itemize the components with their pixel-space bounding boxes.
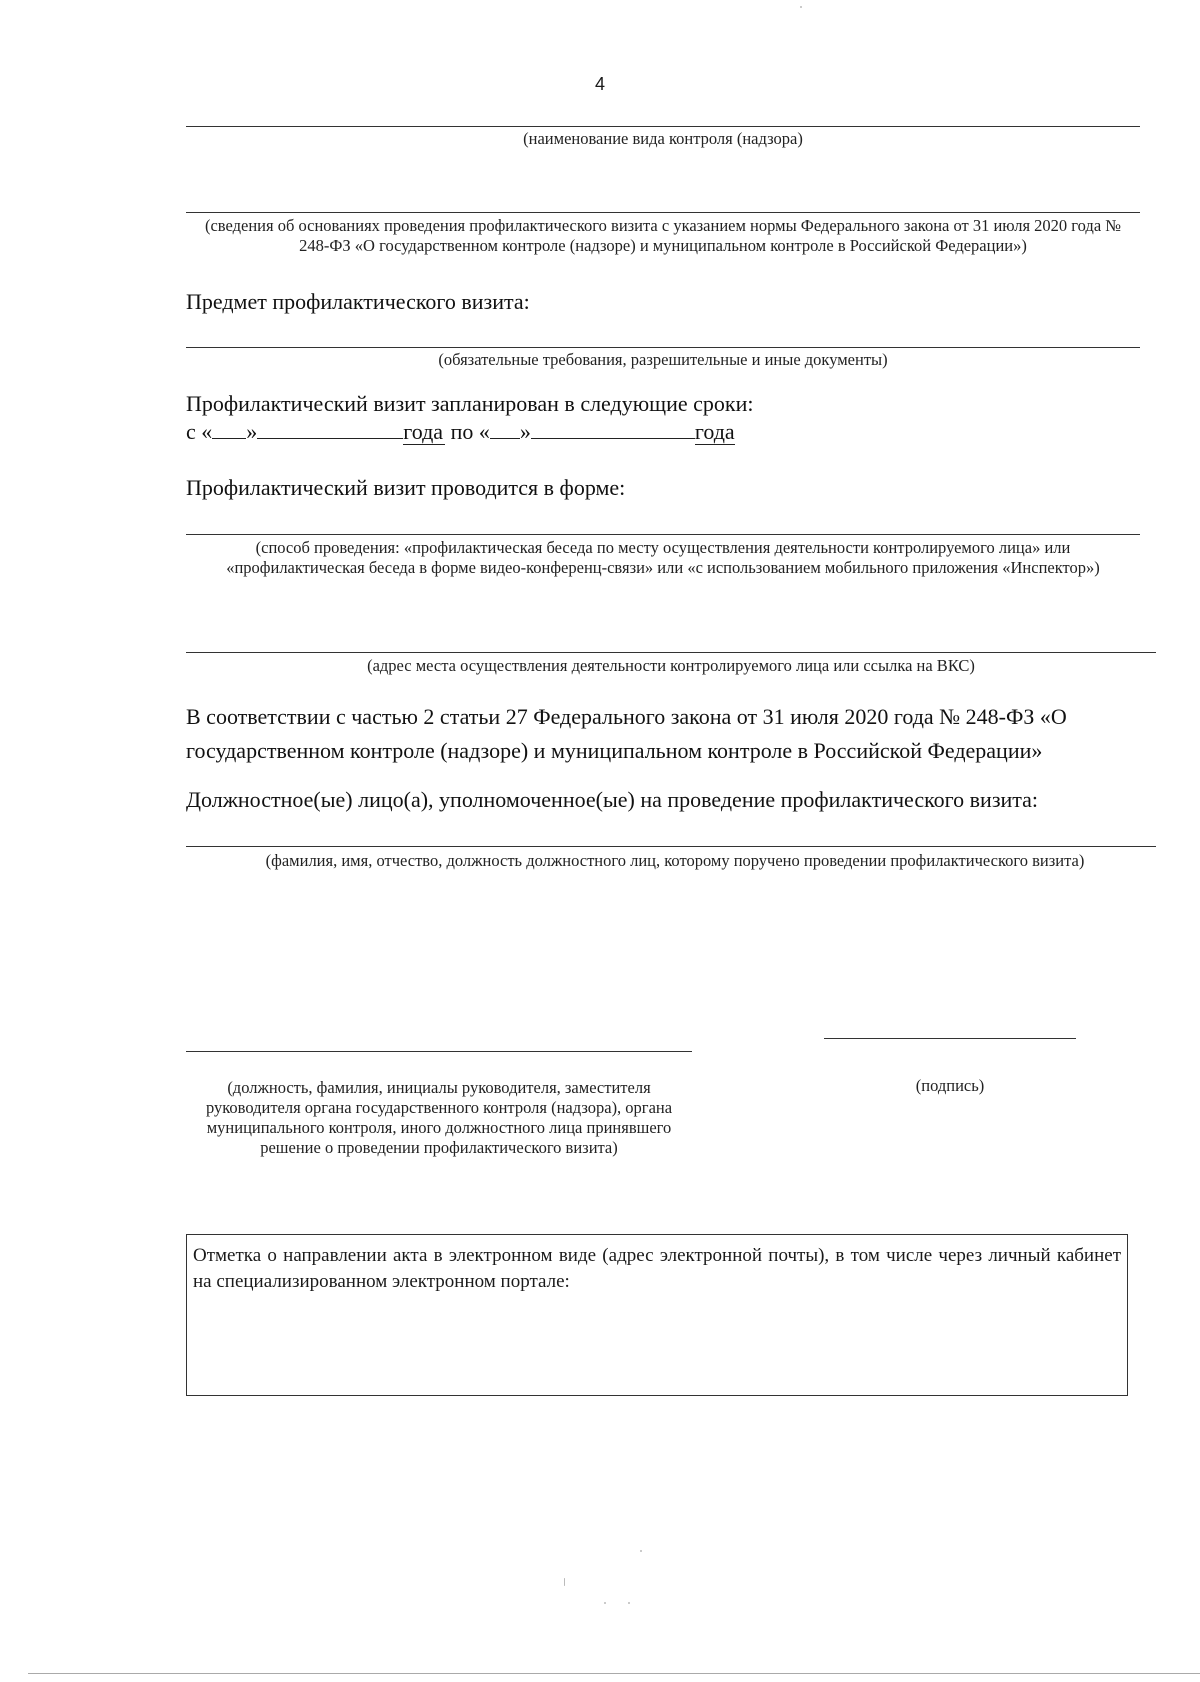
page-number: 4 [594,74,605,94]
schedule-dates [186,418,735,446]
scan-speck [800,6,802,8]
form-caption: (способ проведения: «профилактическая беседа по месту осуществления деятельности контролируемого лица» или «профилактическая беседа в форме видео-конференц-связи» или «с использованием мобильного приложения «Инспектор») [226,538,1100,577]
position-caption: (должность, фамилия, инициалы руководителя, заместителя руководителя органа государственного контроля (надзора), органа муниципального контроля, иного должностного лица принявшего решение о проведении профилактического визита) [205,1078,673,1157]
position-line[interactable] [186,1051,692,1052]
schedule-to-day-field[interactable] [490,438,520,439]
subject-label: Предмет профилактического визита: [186,289,530,314]
scan-edge-line [28,1673,1200,1674]
officials-caption: (фамилия, имя, отчество, должность должностного лиц, которому поручено проведении профилактического визита) [265,851,1085,870]
grounds-caption: (сведения об основаниях проведения профилактического визита с указанием нормы Федерального закона от 31 июля 2020 года № 248-ФЗ «О государственном контроле (надзоре) и муниципальном контроле в Российской Федерации») [204,216,1122,255]
subject-caption: (обязательные требования, разрешительные и иные документы) [438,350,888,369]
schedule-to-month-field[interactable] [531,438,695,439]
address-caption: (адрес места осуществления деятельности контролируемого лица или ссылка на ВКС) [367,656,975,675]
control-type-caption: (наименование вида контроля (надзора) [523,129,803,148]
schedule-from-year-word: года [403,419,444,444]
form-line[interactable] [186,534,1140,535]
signature-caption: (подпись) [915,1076,985,1095]
schedule-to-year-word: года [694,419,735,444]
officials-label: Должностное(ые) лицо(а), уполномоченное(ые) на проведение профилактического визита: [186,787,1039,812]
schedule-to-prefix: по « [450,419,490,444]
form-label: Профилактический визит проводится в форме: [186,475,626,500]
delivery-note-text: Отметка о направлении акта в электронном виде (адрес электронной почты), в том числе через личный кабинет на специализированном электронном портале: [193,1245,1121,1292]
schedule-label: Профилактический визит запланирован в следующие сроки: [186,391,754,416]
schedule-from-day-field[interactable] [212,438,246,439]
schedule-from-quote: » [246,419,258,444]
address-line[interactable] [186,652,1156,653]
scan-speck [628,1602,630,1604]
grounds-line[interactable] [186,212,1140,213]
subject-line[interactable] [186,347,1140,348]
schedule-to-quote: » [519,419,531,444]
scan-speck [564,1578,565,1586]
scan-speck [604,1602,606,1604]
signature-line[interactable] [824,1038,1076,1039]
officials-line[interactable] [186,846,1156,847]
legal-basis-text: В соответствии с частью 2 статьи 27 Федерального закона от 31 июля 2020 года № 248-ФЗ «О государственном контроле (надзоре) и муниципальном контроле в Российской Федерации» [186,704,1067,763]
schedule-from-month-field[interactable] [257,438,403,439]
control-type-line[interactable] [186,126,1140,127]
delivery-note-box[interactable] [186,1234,1128,1396]
schedule-from-prefix: с « [186,419,213,444]
scan-speck [640,1550,642,1552]
